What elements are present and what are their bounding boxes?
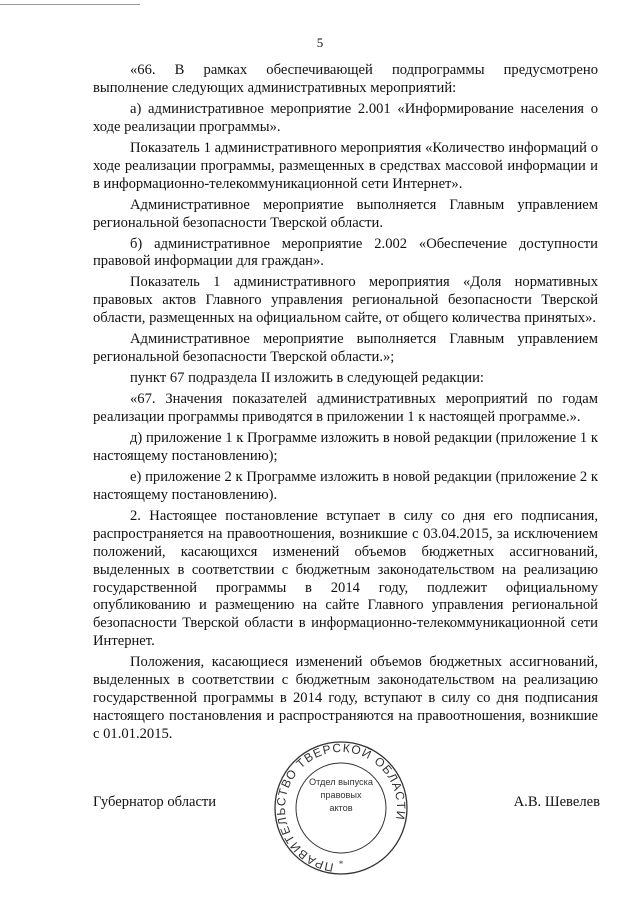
stamp-ring-text: ПРАВИТЕЛЬСТВО ТВЕРСКОЙ ОБЛАСТИ — [273, 740, 409, 875]
stamp-inner-text: Отдел выпуска правовых актов — [308, 777, 373, 813]
page-number: 5 — [316, 35, 324, 50]
stamp-star-icon: * — [338, 859, 344, 869]
paragraph: Административное мероприятие выполняется Главным управлением региональной безопасности Тверской области. — [93, 196, 598, 231]
top-rule — [0, 4, 140, 5]
paragraph: е) приложение 2 к Программе изложить в новой редакции (приложение 2 к настоящему постановлению). — [93, 468, 598, 503]
document-body — [93, 62, 598, 747]
paragraph: Положения, касающиеся изменений объемов бюджетных ассигнований, выделенных в соответствии с бюджетным законодательством на реализацию государственной программы в 2014 году, вступают в силу со дня подписания настоящего постановления и распространяются на правоотношения, возникшие с 01.01.2015. — [93, 654, 598, 742]
paragraph: пункт 67 подраздела II изложить в следующей редакции: — [130, 370, 484, 387]
signature-name: А.В. Шевелев — [513, 794, 600, 810]
paragraph: д) приложение 1 к Программе изложить в новой редакции (приложение 1 к настоящему постановлению); — [93, 430, 598, 464]
paragraph: б) административное мероприятие 2.002 «Обеспечение доступности правовой информации для граждан». — [93, 235, 598, 270]
paragraph: Административное мероприятие выполняется Главным управлением региональной безопасности Тверской области.»; — [93, 331, 598, 366]
paragraph: Показатель 1 административного мероприятия «Количество информаций о ходе реализации программы, размещенных в средствах массовой информации и в информационно-телекоммуникационной сети Интернет». — [93, 139, 598, 192]
signature-position: Губернатор области — [93, 794, 217, 810]
paragraph: Показатель 1 административного мероприятия «Доля нормативных правовых актов Главного управления региональной безопасности Тверской области, размещенных на официальном сайте, от общего количества принятых». — [93, 274, 598, 327]
official-stamp — [256, 738, 426, 878]
paragraph: «66. В рамках обеспечивающей подпрограммы предусмотрено выполнение следующих административных мероприятий: — [93, 62, 598, 96]
paragraph: 2. Настоящее постановление вступает в силу со дня его подписания, распространяется на правоотношения, возникшие с 03.04.2015, за исключением положений, касающихся изменений объемов бюджетных ассигнований, выделенных в соответствии с бюджетным законодательством на реализацию государственной программы в 2014 году, подлежит официальному опубликованию и размещению на сайте Главного управления региональной безопасности Тверской области в информационно-телекоммуникационной сети Интернет. — [93, 507, 598, 650]
paragraph: а) административное мероприятие 2.001 «Информирование населения о ходе реализации программы». — [93, 100, 598, 135]
paragraph: «67. Значения показателей административных мероприятий по годам реализации программы приводятся в приложении 1 к настоящей программе.». — [93, 391, 598, 426]
